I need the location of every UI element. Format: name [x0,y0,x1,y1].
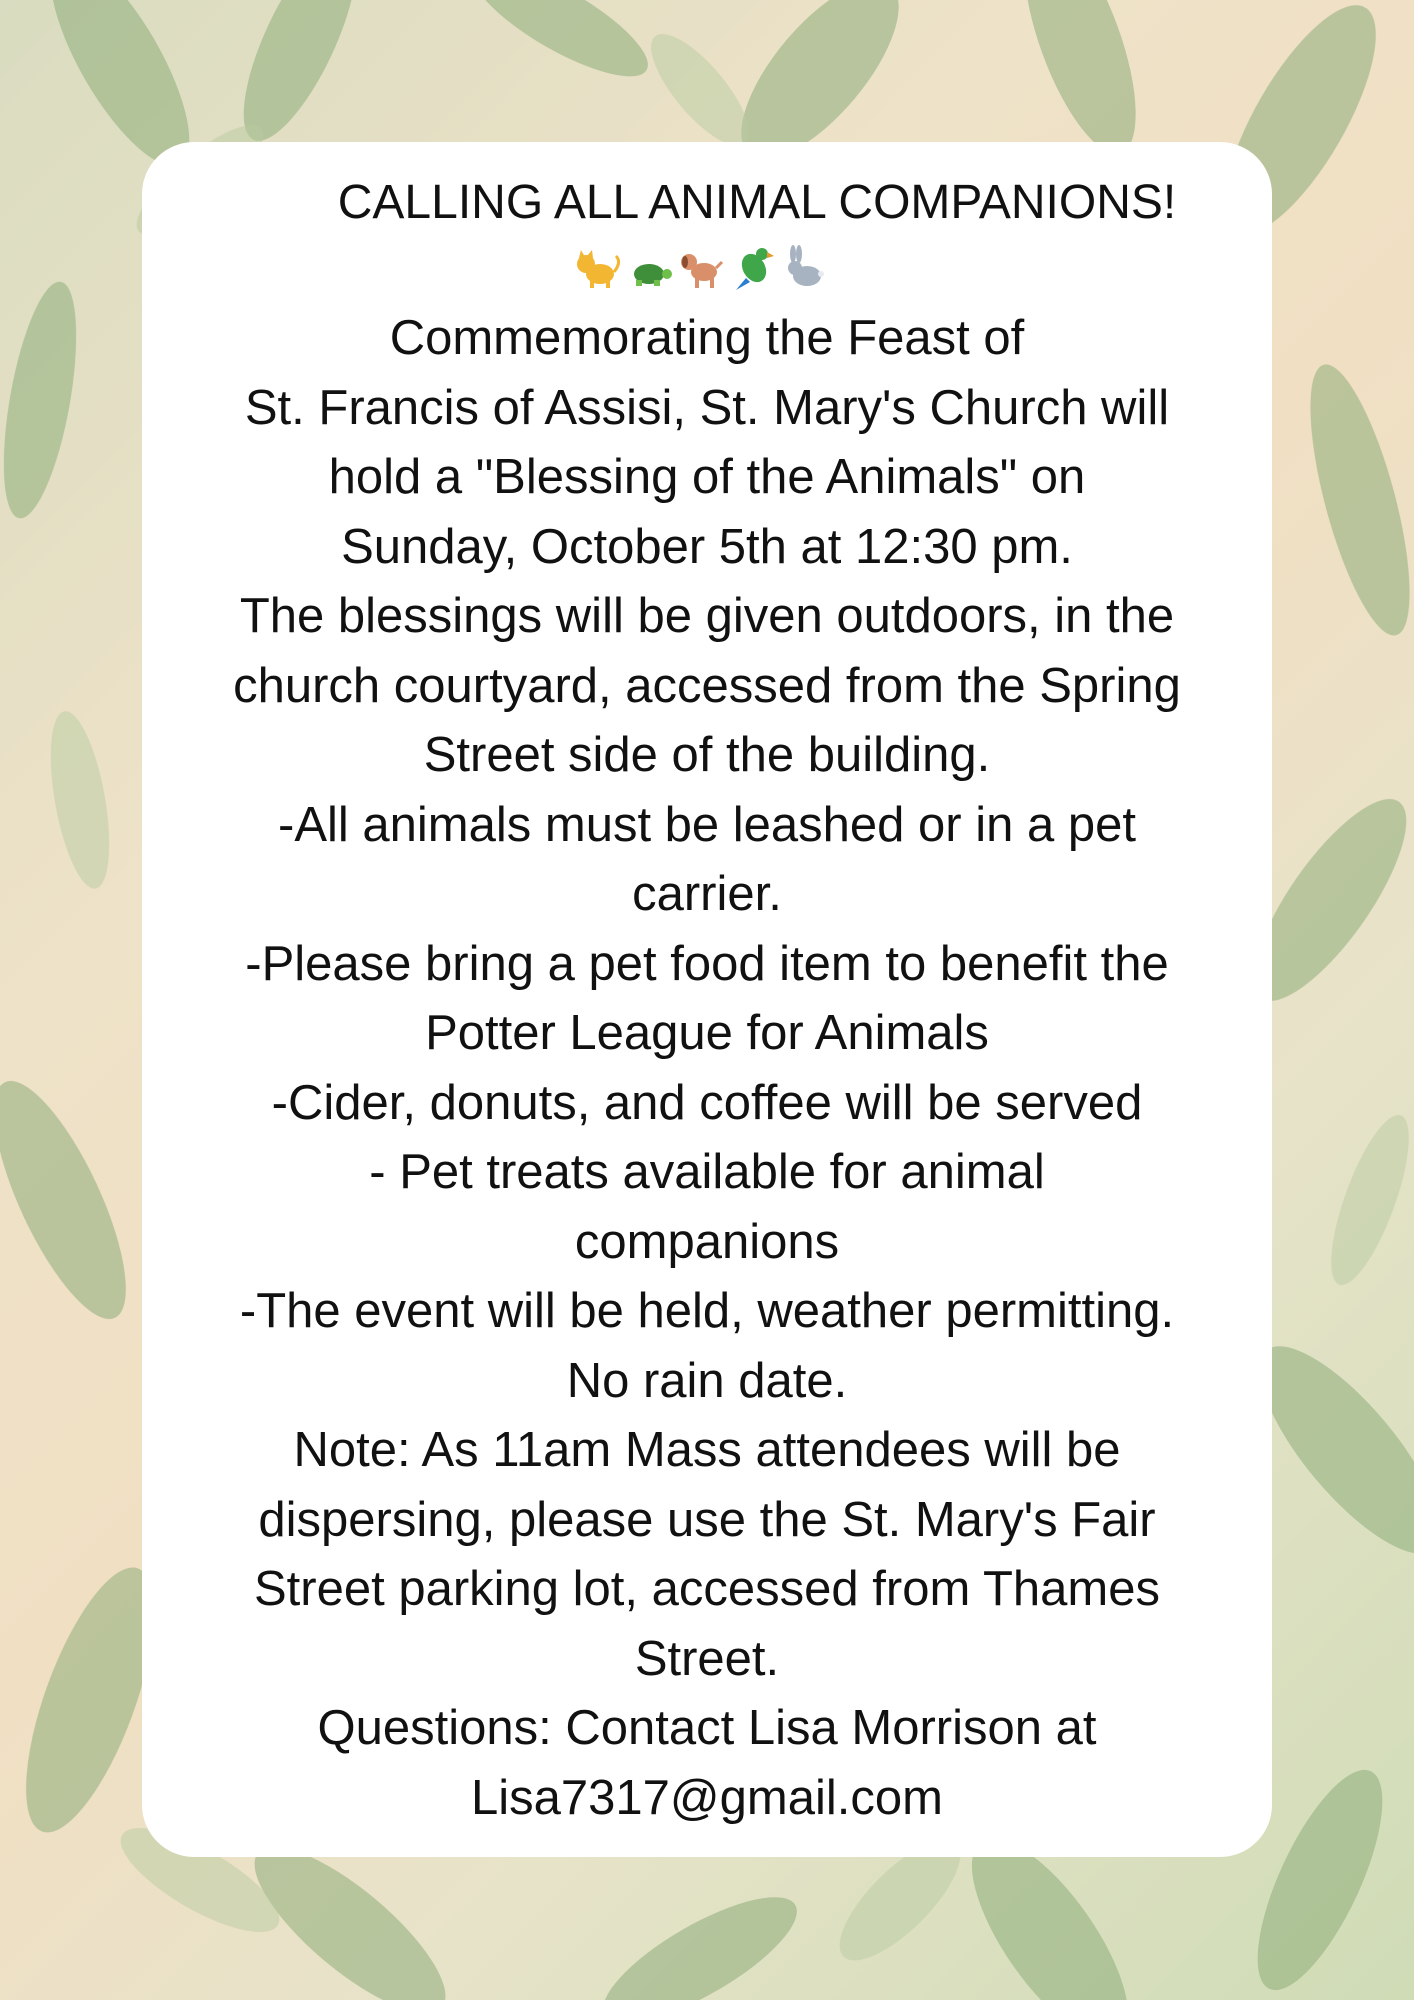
body-line: The blessings will be given outdoors, in the [239,589,1175,643]
body-line: No rain date. [566,1353,848,1408]
body-line: hold a "Blessing of the Animals" on [328,450,1086,504]
body-line: companions [574,1214,840,1269]
body-line: Commemorating the Feast of [389,311,1025,365]
cat-icon [572,242,622,292]
body-line: church courtyard, accessed from the Spring [233,658,1181,713]
flyer-card [142,142,1272,1857]
body-line: Street. [634,1631,780,1686]
body-line: dispersing, please use the St. Mary's Fair [258,1492,1156,1547]
body-line: St. Francis of Assisi, St. Mary's Church will [244,380,1170,435]
body-line: -The event will be held, weather permitting. [239,1284,1175,1338]
contact-email[interactable]: Lisa7317@gmail.com [471,1770,943,1825]
body-line: Note: As 11am Mass attendees will be [293,1423,1121,1477]
body-line: Street parking lot, accessed from Thames [254,1562,1160,1616]
body-line: - Pet treats available for animal [369,1145,1045,1199]
body-line: Street side of the building. [423,728,991,782]
body-line: Questions: Contact Lisa Morrison at [317,1701,1097,1755]
body-line: Potter League for Animals [425,1006,989,1060]
flyer-title: CALLING ALL ANIMAL COMPANIONS! [337,176,1177,229]
body-line: carrier. [632,867,782,921]
body-line: -All animals must be leashed or in a pet [278,797,1136,852]
body-line: -Please bring a pet food item to benefit the [245,936,1169,991]
rabbit-icon [780,242,830,292]
flyer-body [162,304,1252,1833]
body-line: Sunday, October 5th at 12:30 pm. [341,519,1073,574]
dog-icon [676,242,726,292]
parrot-icon [728,242,778,292]
turtle-icon [624,242,674,292]
animal-icons-row [572,242,830,294]
body-line: -Cider, donuts, and coffee will be served [271,1075,1143,1130]
